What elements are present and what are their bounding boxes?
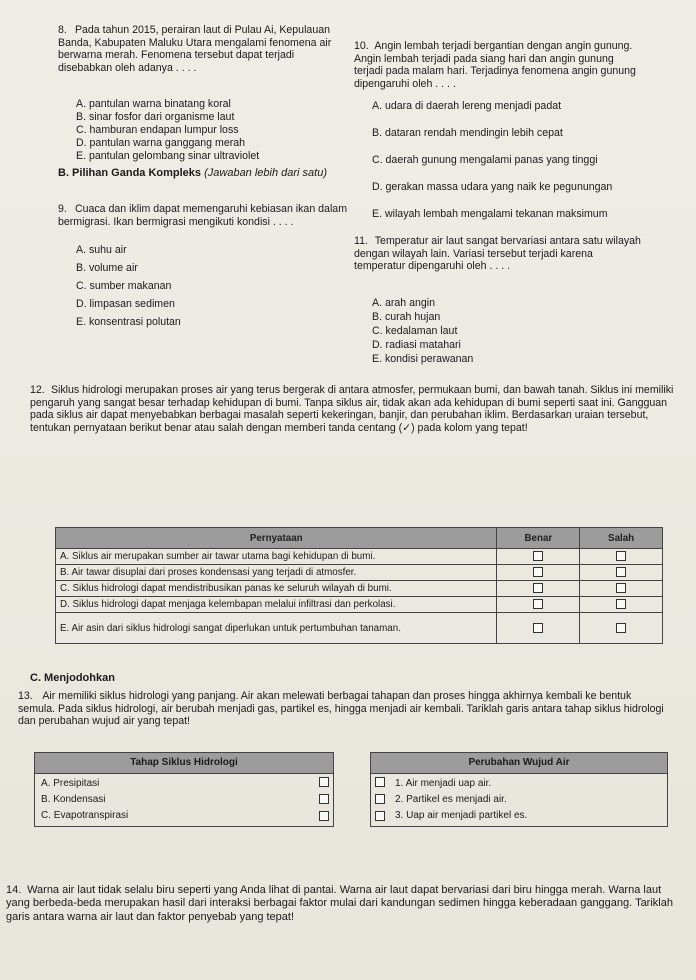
checkbox-false[interactable] — [616, 623, 626, 633]
q12-table — [55, 527, 663, 644]
question-text: Pada tahun 2015, perairan laut di Pulau Ai, Kepulauan Banda, Kabupaten Maluku Utara mengalami fenomena air berwarna merah. Fenomena tersebut dapat terjadi disebabkan oleh adanya . . . . — [58, 24, 332, 74]
section-c-heading: C. Menjodohkan — [30, 672, 115, 684]
option-c[interactable]: C. sumber makanan — [76, 280, 172, 292]
section-b-heading: B. Pilihan Ganda Kompleks (Jawaban lebih dari satu) — [58, 167, 328, 179]
table-row: A. Siklus air merupakan sumber air tawar utama bagi kehidupan di bumi. — [56, 549, 663, 565]
question-13: 13. Air memiliki siklus hidrologi yang panjang. Air akan melewati berbagai tahapan dan proses hingga akhirnya kembali ke bentuk semula. Pada siklus hidrologi, air berubah menjadi gas, partikel es, hingga menjadi air kembali. Tariklah garis antara tahap siklus hidrologi dan perubahan wujud air yang tepat! — [18, 690, 664, 728]
checkbox-false[interactable] — [616, 551, 626, 561]
header-true: Benar — [497, 528, 580, 549]
option-e[interactable]: E. konsentrasi polutan — [76, 316, 181, 328]
q8-options — [76, 98, 356, 163]
question-11: 11. Temperatur air laut sangat bervariasi antara satu wilayah dengan wilayah lain. Variasi tersebut terjadi karena temperatur dipengaruhi oleh . . . . — [354, 235, 641, 273]
option-b[interactable]: B. curah hujan — [372, 311, 441, 323]
checkbox-true[interactable] — [533, 623, 543, 633]
option-d[interactable]: D. gerakan massa udara yang naik ke pegunungan — [372, 181, 613, 193]
option-d[interactable]: D. radiasi matahari — [372, 339, 461, 351]
question-12: 12. Siklus hidrologi merupakan proses air yang terus bergerak di antara atmosfer, permukaan bumi, dan bawah tanah. Siklus ini memiliki pengaruh yang sangat besar terhadap kehidupan di bumi. Tanpa siklus air, tidak akan ada kehidupan di bumi seperti saat ini. Gangguan pada siklus air dapat menyebabkan berbagai masalah seperti kekeringan, banjir, dan perubahan iklim. Berdasarkan uraian tersebut, tentukan pernyataan berikut benar atau salah dengan memberi tanda centang (✓) pada kolom yang tepat! — [30, 384, 674, 434]
answer-box[interactable] — [319, 794, 329, 804]
answer-box[interactable] — [375, 794, 385, 804]
table-row: E. Air asin dari siklus hidrologi sangat diperlukan untuk pertumbuhan tanaman. — [56, 613, 663, 644]
option-b[interactable]: B. dataran rendah mendingin lebih cepat — [372, 127, 563, 139]
option-b[interactable]: B. volume air — [76, 262, 138, 274]
option-d[interactable]: D. pantulan warna ganggang merah — [76, 137, 246, 149]
option-c[interactable]: C. hamburan endapan lumpur loss — [76, 124, 239, 136]
question-number: 8. — [58, 24, 67, 36]
q13-right-table: Perubahan Wujud Air 1. Air menjadi uap air. 2. Partikel es menjadi air. 3. Uap air menjadi partikel es. — [370, 752, 668, 827]
checkbox-true[interactable] — [533, 551, 543, 561]
question-10: 10. Angin lembah terjadi bergantian dengan angin gunung. Angin lembah terjadi pada siang hari dan angin gunung terjadi pada malam hari. Terjadinya fenomena angin gunung dipengaruhi oleh . . . . — [354, 40, 636, 90]
header-false: Salah — [580, 528, 663, 549]
option-e[interactable]: E. kondisi perawanan — [372, 353, 474, 365]
question-14: 14. Warna air laut tidak selalu biru seperti yang Anda lihat di pantai. Warna air laut dapat bervariasi dari biru hingga merah. Warna laut yang berbeda-beda merupakan hasil dari interaksi berbagai faktor mulai dari kandungan sedimen hingga keberadaan ganggang. Tariklah garis antara warna air laut dan faktor penyebab yang tepat! — [6, 884, 673, 923]
table-row: B. Air tawar disuplai dari proses kondensasi yang terjadi di atmosfer. — [56, 565, 663, 581]
option-a[interactable]: A. pantulan warna binatang koral — [76, 98, 231, 110]
header-statement: Pernyataan — [56, 528, 497, 549]
answer-box[interactable] — [375, 811, 385, 821]
option-d[interactable]: D. limpasan sedimen — [76, 298, 175, 310]
checkbox-false[interactable] — [616, 583, 626, 593]
answer-box[interactable] — [375, 777, 385, 787]
answer-box[interactable] — [319, 811, 329, 821]
option-a[interactable]: A. suhu air — [76, 244, 127, 256]
q11-options — [372, 297, 652, 367]
q13-left-table: Tahap Siklus Hidrologi A. Presipitasi B. Kondensasi C. Evapotranspirasi — [34, 752, 334, 827]
option-c[interactable]: C. kedalaman laut — [372, 325, 458, 337]
option-b[interactable]: B. sinar fosfor dari organisme laut — [76, 111, 235, 123]
answer-box[interactable] — [319, 777, 329, 787]
table-row: D. Siklus hidrologi dapat menjaga kelembapan melalui infiltrasi dan perkolasi. — [56, 597, 663, 613]
checkbox-false[interactable] — [616, 567, 626, 577]
q10-options — [372, 100, 652, 235]
checkbox-true[interactable] — [533, 583, 543, 593]
option-a[interactable]: A. udara di daerah lereng menjadi padat — [372, 100, 562, 112]
question-8 — [58, 24, 348, 74]
option-c[interactable]: C. daerah gunung mengalami panas yang tinggi — [372, 154, 598, 166]
table-row: C. Siklus hidrologi dapat mendistribusikan panas ke seluruh wilayah di bumi. — [56, 581, 663, 597]
checkbox-false[interactable] — [616, 599, 626, 609]
q9-options — [76, 244, 356, 334]
question-9: 9. Cuaca dan iklim dapat memengaruhi kebiasan ikan dalam bermigrasi. Ikan bermigrasi mengikuti kondisi . . . . — [58, 203, 348, 228]
checkbox-true[interactable] — [533, 599, 543, 609]
option-e[interactable]: E. pantulan gelombang sinar ultraviolet — [76, 150, 260, 162]
option-a[interactable]: A. arah angin — [372, 297, 436, 309]
option-e[interactable]: E. wilayah lembah mengalami tekanan maksimum — [372, 208, 608, 220]
checkbox-true[interactable] — [533, 567, 543, 577]
